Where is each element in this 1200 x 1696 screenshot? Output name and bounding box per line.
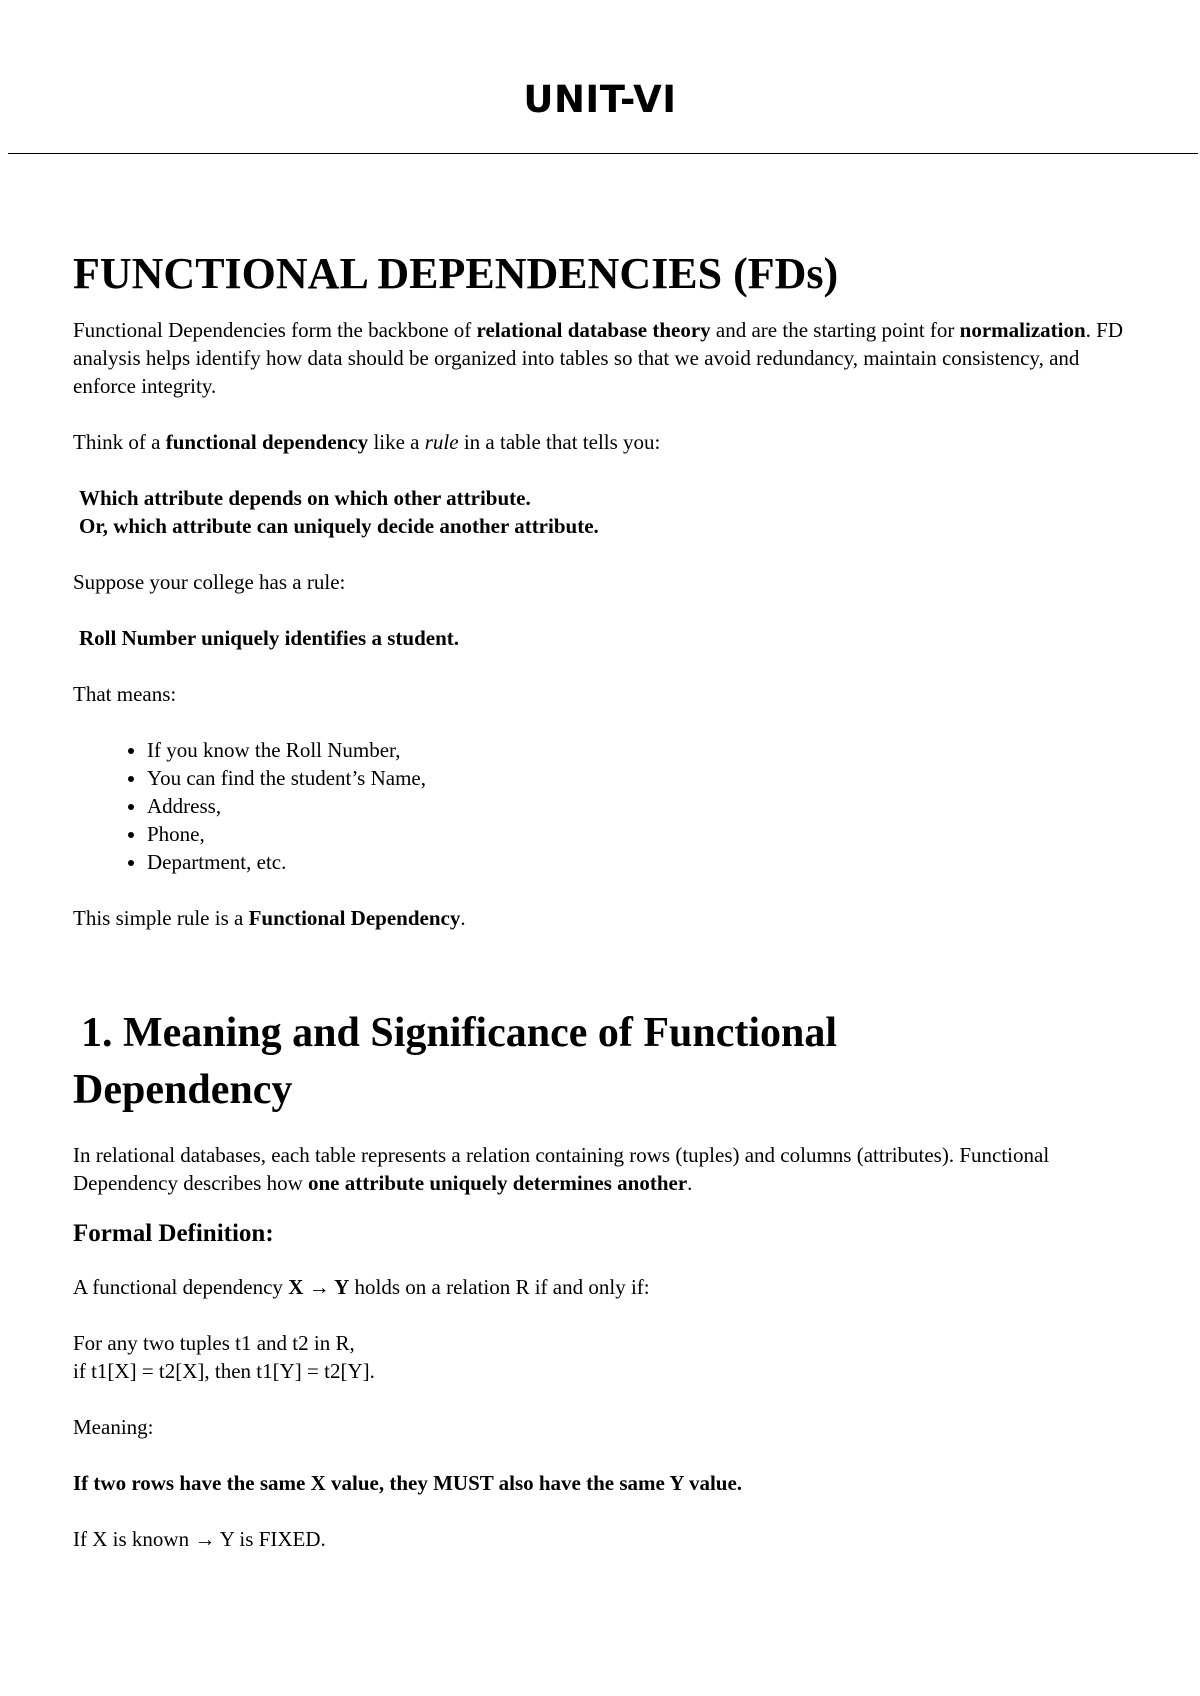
list-item: • Department, etc. (147, 848, 1143, 876)
section-1-intro: In relational databases, each table represents a relation containing rows (tuples) and columns (attributes). Functional Dependency describes how one attribute uniquely determines another. (73, 1143, 1050, 1195)
that-means-label: That means: (73, 682, 177, 706)
fixed-statement: If X is known → Y is FIXED. (73, 1527, 326, 1551)
definition-paragraph: A functional dependency X → Y holds on a relation R if and only if: (73, 1275, 650, 1299)
question-2: Or, which attribute can uniquely decide another attribute. (79, 514, 599, 538)
formal-definition-heading: Formal Definition: (73, 1220, 274, 1247)
suppose-paragraph: Suppose your college has a rule: (73, 570, 346, 594)
document-body (73, 248, 1143, 1553)
section-title: FUNCTIONAL DEPENDENCIES (FDs) (73, 249, 839, 298)
list-item: • You can find the student’s Name, (147, 764, 1143, 792)
think-paragraph: Think of a functional dependency like a rule in a table that tells you: (73, 430, 661, 454)
condition-line-2: if t1[X] = t2[X], then t1[Y] = t2[Y]. (73, 1359, 375, 1383)
rule-statement: Roll Number uniquely identifies a student. (79, 626, 459, 650)
question-1: Which attribute depends on which other attribute. (79, 486, 531, 510)
section-1-title: 1. Meaning and Significance of Functional Dependency (73, 1010, 838, 1113)
bullet-list (73, 736, 1143, 876)
summary-paragraph: This simple rule is a Functional Dependency. (73, 906, 466, 930)
condition-line-1: For any two tuples t1 and t2 in R, (73, 1331, 355, 1355)
list-item: • Address, (147, 792, 1143, 820)
meaning-statement: If two rows have the same X value, they MUST also have the same Y value. (73, 1471, 743, 1495)
header-divider (8, 153, 1198, 154)
meaning-label: Meaning: (73, 1415, 154, 1439)
intro-paragraph: Functional Dependencies form the backbone of relational database theory and are the starting point for normalization. FD analysis helps identify how data should be organized into tables so that we avoid redundancy, maintain consistency, and enforce integrity. (73, 318, 1124, 398)
unit-title: UNIT-VI (523, 78, 677, 121)
list-item: • Phone, (147, 820, 1143, 848)
list-item: • If you know the Roll Number, (147, 736, 1143, 764)
